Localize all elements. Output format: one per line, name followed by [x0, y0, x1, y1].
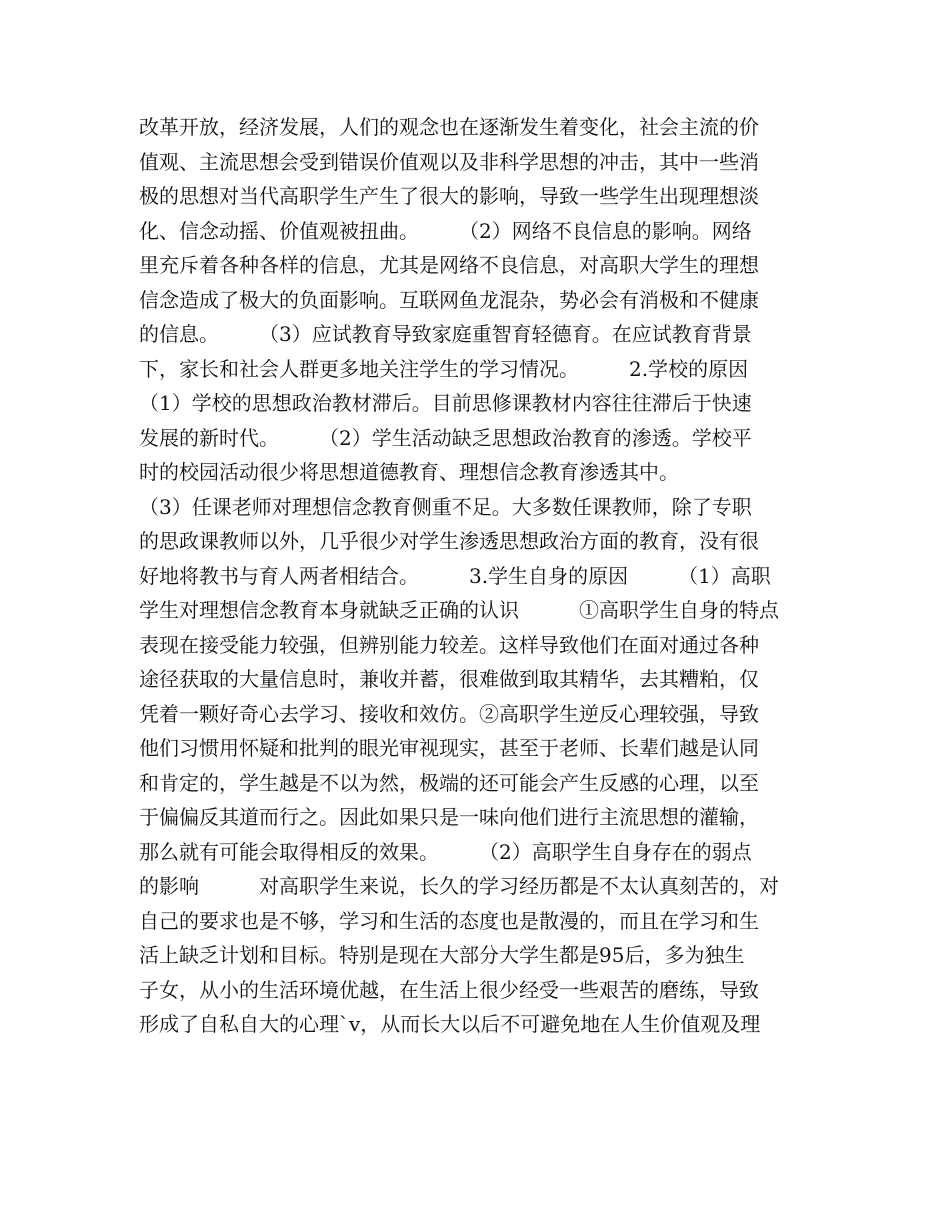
text-line: 学生对理想信念教育本身就缺乏正确的认识 ①高职学生自身的特点: [139, 598, 779, 622]
text-line: 途径获取的大量信息时，兼收并蓄，很难做到取其精华，去其糟粕，仅: [139, 667, 759, 691]
text-line: 自己的要求也是不够，学习和生活的态度也是散漫的，而且在学习和生: [139, 908, 759, 933]
text-line: 凭着一颗好奇心去学习、接收和效仿。②高职学生逆反心理较强，导致: [139, 701, 759, 726]
text-line: 化、信念动摇、价值观被扭曲。 （2）网络不良信息的影响。网络: [139, 218, 752, 243]
text-line: 时的校园活动很少将思想道德教育、理想信念教育渗透其中。: [139, 460, 679, 484]
text-line: 子女，从小的生活环境优越，在生活上很少经受一些艰苦的磨练，导致: [139, 977, 759, 1002]
text-line: 好地将教书与育人两者相结合。 3.学生自身的原因 （1）高职: [139, 563, 771, 588]
text-line: （3）任课老师对理想信念教育侧重不足。大多数任课教师，除了专职: [139, 494, 752, 519]
text-line: 他们习惯用怀疑和批判的眼光审视现实，甚至于老师、长辈们越是认同: [139, 736, 759, 760]
text-line: 信念造成了极大的负面影响。互联网鱼龙混杂，势必会有消极和不健康: [139, 287, 759, 312]
text-line: 里充斥着各种各样的信息，尤其是网络不良信息，对高职大学生的理想: [139, 253, 759, 277]
text-line: 和肯定的，学生越是不以为然，极端的还可能会产生反感的心理，以至: [139, 770, 759, 795]
text-line: 的信息。 （3）应试教育导致家庭重智育轻德育。在应试教育背景: [139, 322, 752, 346]
text-line: 的思政课教师以外，几乎很少对学生渗透思想政治方面的教育，没有很: [139, 529, 759, 553]
body-text: [139, 110, 819, 1042]
text-line: 形成了自私自大的心理`v，从而长大以后不可避免地在人生价值观及理: [139, 1012, 761, 1036]
text-line: 改革开放，经济发展，人们的观念也在逐渐发生着变化，社会主流的价: [139, 115, 759, 139]
text-line: 下，家长和社会人群更多地关注学生的学习情况。 2.学校的原因: [139, 356, 749, 381]
text-line: 活上缺乏计划和目标。特别是现在大部分大学生都是95后，多为独生: [139, 943, 745, 967]
text-line: 值观、主流思想会受到错误价值观以及非科学思想的冲击，其中一些消: [139, 149, 759, 174]
text-line: 发展的新时代。 （2）学生活动缺乏思想政治教育的渗透。学校平: [139, 425, 752, 450]
text-line: 极的思想对当代高职学生产生了很大的影响，导致一些学生出现理想淡: [139, 184, 759, 208]
text-line: 那么就有可能会取得相反的效果。 （2）高职学生自身存在的弱点: [139, 839, 752, 864]
text-line: 的影响 对高职学生来说，长久的学习经历都是不太认真刻苦的，对: [139, 874, 779, 898]
text-line: 于偏偏反其道而行之。因此如果只是一味向他们进行主流思想的灌输，: [139, 805, 759, 829]
text-line: （1）学校的思想政治教材滞后。目前思修课教材内容往往滞后于快速: [139, 391, 752, 415]
text-line: 表现在接受能力较强，但辨别能力较差。这样导致他们在面对通过各种: [139, 632, 759, 657]
